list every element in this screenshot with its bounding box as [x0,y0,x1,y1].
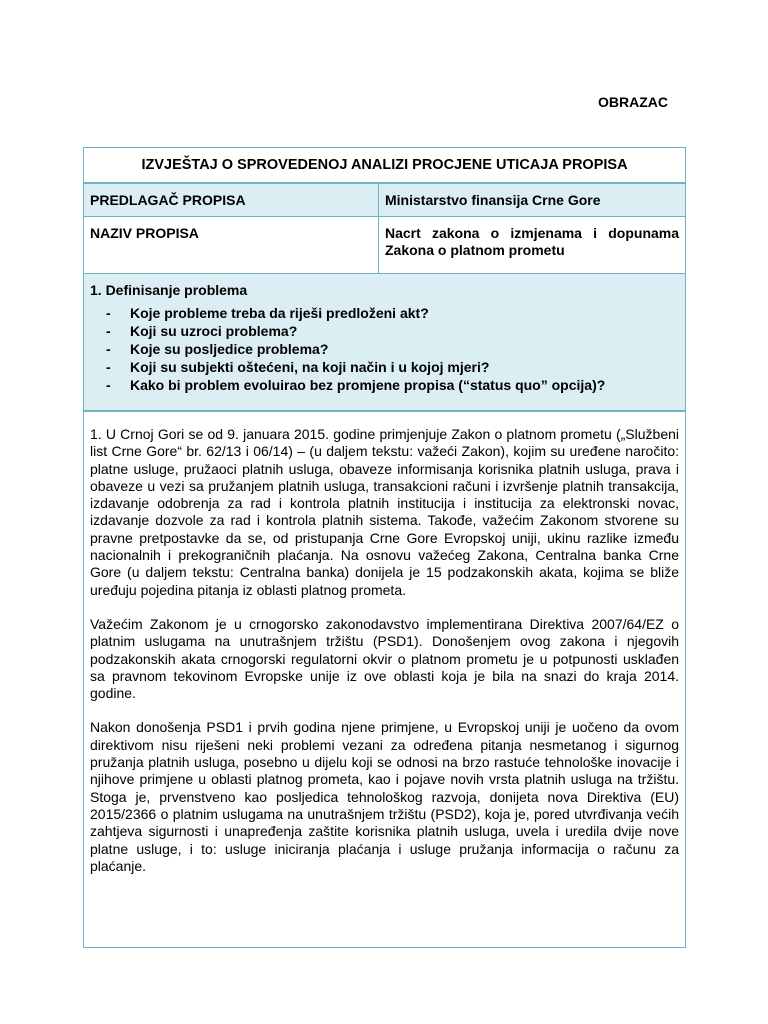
problem-definition-row [84,274,686,412]
question-item: - Koje probleme treba da riješi predloženi akt? [106,305,429,321]
question-text: Kako bi problem evoluirao bez promjene propisa (“status quo” opcija)? [130,377,606,393]
problem-definition-cell [84,274,686,412]
question-item: - Koji su subjekti oštećeni, na koji način i u kojoj mjeri? [106,359,490,375]
question-list [90,304,679,394]
regulation-label: NAZIV PROPISA [84,217,379,274]
impact-assessment-table [83,147,686,948]
question-item: - Kako bi problem evoluirao bez promjene propisa (“status quo” opcija)? [106,377,606,393]
problem-description-row [84,411,686,948]
body-paragraph: Važećim Zakonom je u crnogorsko zakonodavstvo implementirana Direktiva 2007/64/EZ o platnim uslugama na unutrašnjem tržištu (PSD1). Donošenjem ovog zakona i njegovih podzakonskih akata crnogorski regulatorni okvir o platnom prometu je u potpunosti usklađen sa pravnom tekovinom Evropske unije iz ove oblasti koja je bila na snazi do kraja 2014. godine. [90,615,680,702]
problem-description-cell [84,411,686,948]
question-text: Koji su subjekti oštećeni, na koji način i u kojoj mjeri? [130,359,490,375]
table-title: IZVJEŠTAJ O SPROVEDENOJ ANALIZI PROCJENE UTICAJA PROPISA [84,148,686,184]
form-label: OBRAZAC [598,94,668,110]
body-paragraph: 1. U Crnoj Gori se od 9. januara 2015. godine primjenjuje Zakon o platnom prometu („Službeni list Crne Gore“ br. 62/13 i 06/14) – (u daljem tekstu: važeći Zakon), kojim su uređene naročito: platne usluge, pružaoci platnih usluga, obaveze informisanja korisnika platnih usluga, prava i obaveze u vezi sa pružanjem platnih usluga, transakcioni računi i izvršenje platnih transakcija, izdavanje odobrenja za rad i kontrola platnih institucija i institucija za elektronski novac, izdavanje dozvole za rad i kontrola platnih sistema. Takođe, važećim Zakonom stvorene su pravne pretpostavke da se, od pristupanja Crne Gore Evropskoj uniji, ukinu razlike između nacionalnih i prekograničnih plaćanja. Na osnovu važećeg Zakona, Centralna banka Crne Gore (u daljem tekstu: Centralna banka) donijela je 15 podzakonskih akata, kojima se bliže uređuju pojedina pitanja iz oblasti platnog prometa. [90,426,680,598]
question-item: - Koje su posljedice problema? [106,341,329,357]
proposer-value: Ministarstvo finansija Crne Gore [379,183,686,217]
question-text: Koje probleme treba da riješi predloženi akt? [130,305,429,321]
question-text: Koje su posljedice problema? [130,341,329,357]
proposer-row [84,183,686,217]
table-title-row [84,148,686,184]
body-paragraph: Nakon donošenja PSD1 i prvih godina njene primjene, u Evropskoj uniji je uočeno da ovom direktivom nisu riješeni neki problemi vezani za određena pitanja nesmetanog i sigurnog pružanja platnih usluga, posebno u dijelu koji se odnosi na brzo rastuće tehnološke inovacije i njihove primjene u oblasti platnog prometa, kao i pojave novih vrsta platnih usluga na tržištu. Stoga je, prvenstveno kao posljedica tehnološkog razvoja, donijeta nova Direktiva (EU) 2015/2366 o platnim uslugama na unutrašnjem tržištu (PSD2), koja je, pored utvrđivanja većih zahtjeva sigurnosti i unapređenja zaštite korisnika platnih usluga, uvela i uredila dvije nove platne usluge, i to: usluge iniciranja plaćanja i usluge pružanja informacija o računu za plaćanje. [90,719,680,874]
regulation-value: Nacrt zakona o izmjenama i dopunama Zakona o platnom prometu [379,217,686,274]
section-heading: 1. Definisanje problema [90,282,248,298]
regulation-name-row [84,217,686,274]
question-text: Koji su uzroci problema? [130,323,298,339]
proposer-label: PREDLAGAČ PROPISA [84,183,379,217]
question-item: - Koji su uzroci problema? [106,323,298,339]
